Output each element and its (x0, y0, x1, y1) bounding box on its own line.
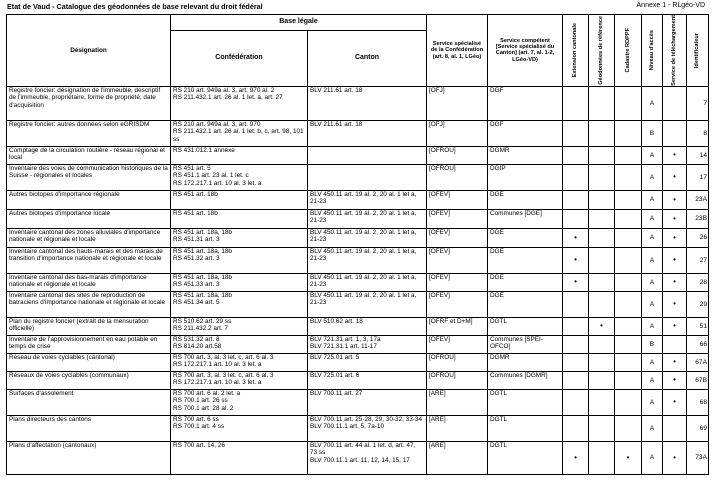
designation-cell: Surfaces d'assolement (7, 389, 171, 415)
geodonnees-cell (589, 164, 615, 190)
table-body (7, 86, 709, 474)
canton-cell: BLV 450.11 art. 19 al. 2, 20 al. 1 let a, 21-23 (308, 228, 427, 247)
confederation-cell: RS 451 art. 18a, 18b RS 451.33 art. 3 (171, 273, 308, 291)
service-canton-cell: DGE (488, 273, 563, 291)
header-identificateur (687, 15, 709, 87)
designation-cell: Plans directeurs des cantons (7, 415, 171, 441)
service-confederation-cell: [OFEV] (427, 335, 488, 353)
identificateur-cell: 27 (687, 247, 709, 273)
table-row (7, 371, 709, 389)
cadastre-cell (615, 247, 642, 273)
confederation-cell: RS 451 art. 18a, 18b RS 451.31 art. 3 (171, 228, 308, 247)
designation-cell: Plans d'affectation (cantonaux) (7, 441, 171, 474)
canton-cell: BLV 450.11 art. 19 al. 2, 20 al. 1 let a, 21-23 (308, 247, 427, 273)
geodonnees-cell (589, 146, 615, 164)
geodonnees-cell (589, 353, 615, 371)
canton-cell: BLV 721.31 art. 1, 3, 17a BLV 721.31.1 art. 11-17 (308, 335, 427, 353)
extension-cell (563, 389, 589, 415)
confederation-cell: RS 700 art. 3, al. 3 let. c, art. 6 al. 3 RS 172.217.1 art. 10 al. 3 let. a (171, 353, 308, 371)
identificateur-cell: 8 (687, 120, 709, 146)
identificateur-cell: 29 (687, 291, 709, 317)
confederation-cell: RS 700 art. 6 al. 2 let. a RS 700.1 art. 26 ss RS 700.1 art. 28 al. 2 (171, 389, 308, 415)
service-canton-cell: DGE (488, 190, 563, 209)
header-telechargement-label: Service de téléchargement (671, 15, 678, 86)
extension-cell: • (563, 441, 589, 474)
geodonnees-cell (589, 209, 615, 228)
confederation-cell: RS 700 art. 3, al. 3 let. c, art. 6 al. 3 RS 172.217.1 art. 10 al. 3 let. a (171, 371, 308, 389)
designation-cell: Inventaire cantonal des zones alluviales d'importance nationale et régionale et locale (7, 228, 171, 247)
service-canton-cell: DGE (488, 291, 563, 317)
confederation-cell: RS 700 art. 6 ss RS 700.1 art. 4 ss (171, 415, 308, 441)
service-canton-cell: DGE (488, 247, 563, 273)
header-identificateur-label: Identificateur (694, 32, 701, 68)
table-row (7, 353, 709, 371)
niveau-cell: A (642, 228, 663, 247)
service-canton-cell: Communes [SPEI-OFCO] (488, 335, 563, 353)
header-extension (563, 15, 589, 87)
header-base-legale: Base légale (171, 15, 427, 31)
extension-cell (563, 190, 589, 209)
niveau-cell: B (642, 120, 663, 146)
designation-cell: Réseaux de voies cyclables (communaux) (7, 371, 171, 389)
identificateur-cell: 67A (687, 353, 709, 371)
niveau-cell: A (642, 146, 663, 164)
header-cadastre-label: Cadastre RDPPF (624, 28, 631, 73)
identificateur-cell: 51 (687, 317, 709, 335)
header-niveau-label: Niveau d'accès (648, 30, 655, 71)
canton-cell: BLV 211.61 art. 18 (308, 120, 427, 146)
geodonnees-cell (589, 389, 615, 415)
niveau-cell: A (642, 441, 663, 474)
confederation-cell: RS 431.012.1 annexe (171, 146, 308, 164)
service-canton-cell: DGE (488, 228, 563, 247)
canton-cell: BLV 700.11 art. 25-28, 29, 30-32, 33-34 BLV 700.11.1 art. 5, 7a-10 (308, 415, 427, 441)
table-row (7, 291, 709, 317)
service-confederation-cell: [OFROU] (427, 146, 488, 164)
telechargement-cell (663, 415, 687, 441)
geodonnees-cell (589, 273, 615, 291)
service-canton-cell: DGTL (488, 441, 563, 474)
niveau-cell: A (642, 371, 663, 389)
extension-cell (563, 335, 589, 353)
identificateur-cell: 14 (687, 146, 709, 164)
header-niveau (642, 15, 663, 87)
service-confederation-cell: [OFROU] (427, 164, 488, 190)
niveau-cell: A (642, 273, 663, 291)
identificateur-cell: 7 (687, 86, 709, 120)
extension-cell (563, 86, 589, 120)
extension-cell (563, 353, 589, 371)
niveau-cell: A (642, 291, 663, 317)
niveau-cell: A (642, 415, 663, 441)
geodonnees-cell (589, 120, 615, 146)
header-canton: Canton (308, 30, 427, 86)
cadastre-cell: • (615, 441, 642, 474)
telechargement-cell: • (663, 247, 687, 273)
extension-cell: • (563, 273, 589, 291)
cadastre-cell (615, 335, 642, 353)
confederation-cell: RS 451 art. 18b (171, 209, 308, 228)
cadastre-cell (615, 228, 642, 247)
service-confederation-cell: [OFRF et D+M] (427, 317, 488, 335)
cadastre-cell (615, 164, 642, 190)
table-row (7, 441, 709, 474)
identificateur-cell: 67B (687, 371, 709, 389)
service-confederation-cell: [OFROU] (427, 371, 488, 389)
telechargement-cell: • (663, 209, 687, 228)
extension-cell (563, 317, 589, 335)
header-cadastre (615, 15, 642, 87)
canton-cell: BLV 450.11 art. 19 al. 2, 20 al. 1 let a, 21-23 (308, 190, 427, 209)
canton-cell (308, 146, 427, 164)
header-service-confederation: Service spécialisé de la Confédération (art. 8, al. 1, LGéo) (427, 15, 488, 87)
cadastre-cell (615, 371, 642, 389)
service-confederation-cell: [OFEV] (427, 190, 488, 209)
service-confederation-cell: [OFEV] (427, 247, 488, 273)
cadastre-cell (615, 317, 642, 335)
identificateur-cell: 23A (687, 190, 709, 209)
table-row (7, 86, 709, 120)
table-row (7, 146, 709, 164)
geodonnees-cell (589, 371, 615, 389)
extension-cell: • (563, 247, 589, 273)
table-row (7, 415, 709, 441)
designation-cell: Inventaire de l'approvisionnement en eau potable en temps de crise (7, 335, 171, 353)
header-geodonnees (589, 15, 615, 87)
geodonnees-cell: • (589, 317, 615, 335)
niveau-cell: A (642, 389, 663, 415)
confederation-cell: RS 451 art. 18a, 18b RS 451.34 art. 5 (171, 291, 308, 317)
geodonnees-cell (589, 291, 615, 317)
niveau-cell: B (642, 335, 663, 353)
service-canton-cell: DGTL (488, 317, 563, 335)
extension-cell (563, 120, 589, 146)
table-row (7, 120, 709, 146)
cadastre-cell (615, 415, 642, 441)
service-canton-cell: Communes [DGMR] (488, 371, 563, 389)
service-confederation-cell: [OFEV] (427, 209, 488, 228)
header-geodonnees-label: Géodonnées de référence (598, 16, 605, 85)
designation-cell: Comptage de la circulation routière - réseau régional et local (7, 146, 171, 164)
table-row (7, 209, 709, 228)
cadastre-cell (615, 146, 642, 164)
telechargement-cell: • (663, 389, 687, 415)
confederation-cell: RS 700 art. 14, 26 (171, 441, 308, 474)
niveau-cell: A (642, 86, 663, 120)
canton-cell: BLV 725.01 art. 6 (308, 371, 427, 389)
telechargement-cell: • (663, 228, 687, 247)
canton-cell: BLV 700.11 art. 44 al. 1 let. d, art. 47, 73 ss BLV 700.11.1 art. 11, 12, 14, 15, 17 (308, 441, 427, 474)
designation-cell: Réseau de voies cyclables (cantonal) (7, 353, 171, 371)
identificateur-cell: 28 (687, 273, 709, 291)
canton-cell: BLV 510.62 art. 18 (308, 317, 427, 335)
catalogue-table (6, 14, 709, 475)
designation-cell: Inventaire des voies de communication historiques de la Suisse - régionales et locales (7, 164, 171, 190)
telechargement-cell (663, 86, 687, 120)
canton-cell: BLV 450.11 art. 19 al. 2, 20 al. 1 let a, 21-23 (308, 291, 427, 317)
canton-cell (308, 164, 427, 190)
telechargement-cell: • (663, 353, 687, 371)
identificateur-cell: 17 (687, 164, 709, 190)
identificateur-cell: 66 (687, 335, 709, 353)
telechargement-cell: • (663, 273, 687, 291)
geodonnees-cell (589, 415, 615, 441)
confederation-cell: RS 531.32 art. 8 RS 814.20 art.58 (171, 335, 308, 353)
canton-cell: BLV 450.11 art. 19 al. 2, 20 al. 1 let a, 21-23 (308, 209, 427, 228)
header-designation: Désignation (7, 15, 171, 87)
service-confederation-cell: [ARE] (427, 389, 488, 415)
designation-cell: Inventaire cantonal des bas-marais d'importance nationale et régionale et locale (7, 273, 171, 291)
confederation-cell: RS 451 art. 5 RS 451.1 art. 23 al. 1 let. c RS 172.217.1 art. 10 al. 3 let. a (171, 164, 308, 190)
header-confederation: Confédération (171, 30, 308, 86)
geodonnees-cell (589, 86, 615, 120)
designation-cell: Plan du registre foncier (extrait de la mensuration officielle) (7, 317, 171, 335)
cadastre-cell (615, 209, 642, 228)
niveau-cell: A (642, 353, 663, 371)
extension-cell (563, 415, 589, 441)
extension-cell (563, 164, 589, 190)
identificateur-cell: 23B (687, 209, 709, 228)
extension-cell: • (563, 228, 589, 247)
identificateur-cell: 73A (687, 441, 709, 474)
extension-cell (563, 146, 589, 164)
telechargement-cell: • (663, 317, 687, 335)
designation-cell: Autres biotopes d'importance locale (7, 209, 171, 228)
service-canton-cell: Communes [DGE] (488, 209, 563, 228)
table-row (7, 335, 709, 353)
telechargement-cell: • (663, 291, 687, 317)
service-confederation-cell: [ARE] (427, 441, 488, 474)
extension-cell (563, 209, 589, 228)
cadastre-cell (615, 389, 642, 415)
confederation-cell: RS 210 art. 949a al. 3, art. 970 RS 211.432.1 art. 26 al. 1 let. b, c, art. 98, 101 ss (171, 120, 308, 146)
confederation-cell: RS 451 art. 18a, 18b RS 451.32 art. 3 (171, 247, 308, 273)
cadastre-cell (615, 190, 642, 209)
designation-cell: Inventaire cantonal des hauts-marais et des marais de transition d'importance nationale et régionale et locale (7, 247, 171, 273)
niveau-cell: A (642, 247, 663, 273)
niveau-cell: A (642, 190, 663, 209)
service-canton-cell: DGF (488, 86, 563, 120)
cadastre-cell (615, 353, 642, 371)
geodonnees-cell (589, 228, 615, 247)
service-canton-cell: DGMR (488, 353, 563, 371)
service-confederation-cell: [OFJ] (427, 120, 488, 146)
annex-label: Annexe 1 - RLgéo-VD (636, 2, 705, 9)
header-telechargement (663, 15, 687, 87)
table-row (7, 389, 709, 415)
service-confederation-cell: [ARE] (427, 415, 488, 441)
document-title: Etat de Vaud - Catalogue des géodonnées de base relevant du droit fédéral (7, 2, 263, 11)
service-canton-cell: DGF (488, 120, 563, 146)
confederation-cell: RS 210 art. 949a al. 3, art. 970 al. 2 RS 211.432.1 art. 26 al. 1 let. a, art. 27 (171, 86, 308, 120)
service-confederation-cell: [OFEV] (427, 273, 488, 291)
table-row (7, 190, 709, 209)
header-extension-label: Extension cantonale (572, 23, 579, 78)
extension-cell (563, 291, 589, 317)
service-canton-cell: DGMR (488, 146, 563, 164)
cadastre-cell (615, 291, 642, 317)
service-confederation-cell: [OFEV] (427, 228, 488, 247)
canton-cell: BLV 725.01 art. 5 (308, 353, 427, 371)
cadastre-cell (615, 273, 642, 291)
table-row (7, 228, 709, 247)
telechargement-cell: • (663, 190, 687, 209)
table-row (7, 317, 709, 335)
designation-cell: Registre foncier: autres données selon eGRISDM (7, 120, 171, 146)
canton-cell: BLV 700.11 art. 27 (308, 389, 427, 415)
telechargement-cell (663, 335, 687, 353)
service-canton-cell: DGTL (488, 389, 563, 415)
telechargement-cell: • (663, 164, 687, 190)
telechargement-cell: • (663, 146, 687, 164)
telechargement-cell (663, 120, 687, 146)
table-row (7, 273, 709, 291)
designation-cell: Inventaire cantonal des sites de reproduction de batraciens d'importance nationale et régionale et locale (7, 291, 171, 317)
extension-cell (563, 371, 589, 389)
identificateur-cell: 69 (687, 415, 709, 441)
identificateur-cell: 68 (687, 389, 709, 415)
geodonnees-cell (589, 190, 615, 209)
service-confederation-cell: [OFJ] (427, 86, 488, 120)
header-service-canton: Service compétent [Service spécialisé du Canton] (art. 7, al. 1-2, LGéo-VD) (488, 15, 563, 87)
designation-cell: Autres biotopes d'importance régionale (7, 190, 171, 209)
niveau-cell: A (642, 164, 663, 190)
canton-cell: BLV 450.11 art. 19 al. 2, 20 al. 1 let a, 21-23 (308, 273, 427, 291)
canton-cell: BLV 211.61 art. 18 (308, 86, 427, 120)
confederation-cell: RS 451 art. 18b (171, 190, 308, 209)
geodonnees-cell (589, 335, 615, 353)
cadastre-cell (615, 120, 642, 146)
cadastre-cell (615, 86, 642, 120)
service-canton-cell: DGIP (488, 164, 563, 190)
designation-cell: Registre foncier: désignation de l'immeuble, descriptif de l'immeuble, propriétaire, forme de propriété, date d'acquisition (7, 86, 171, 120)
niveau-cell: A (642, 317, 663, 335)
service-confederation-cell: [OFEV] (427, 291, 488, 317)
geodonnees-cell (589, 247, 615, 273)
telechargement-cell: • (663, 371, 687, 389)
service-canton-cell: DGTL (488, 415, 563, 441)
table-row (7, 247, 709, 273)
identificateur-cell: 26 (687, 228, 709, 247)
telechargement-cell: • (663, 441, 687, 474)
geodonnees-cell (589, 441, 615, 474)
service-confederation-cell: [OFROU] (427, 353, 488, 371)
table-row (7, 164, 709, 190)
confederation-cell: RS 510.62 art. 29 ss RS 211.432.2 art. 7 (171, 317, 308, 335)
niveau-cell: A (642, 209, 663, 228)
